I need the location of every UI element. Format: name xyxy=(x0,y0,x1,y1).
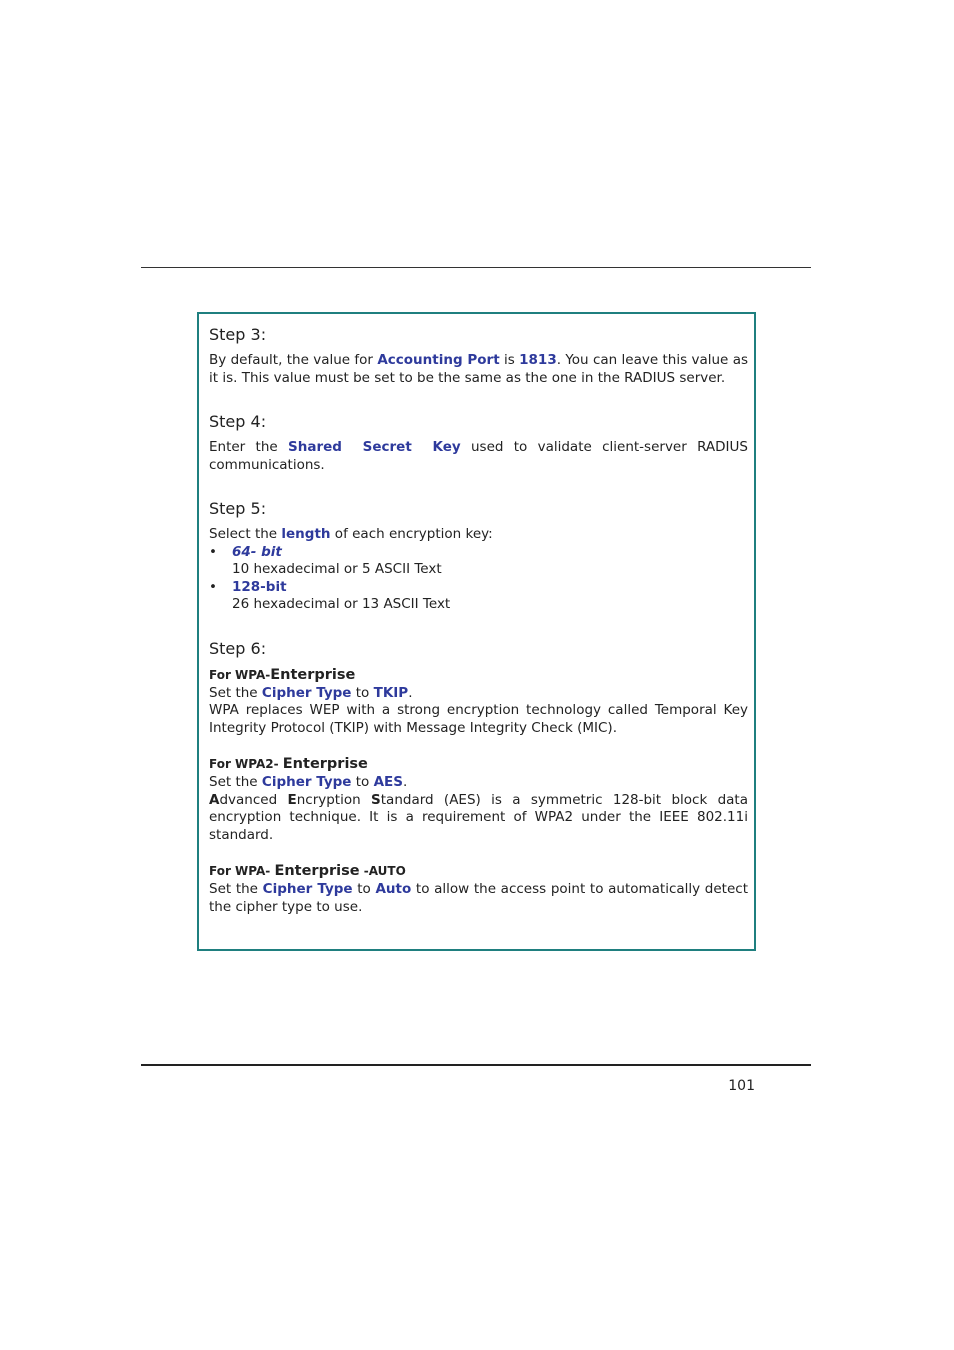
length-term: length xyxy=(281,526,331,542)
auto-term: Auto xyxy=(375,881,412,897)
list-item-desc xyxy=(209,561,748,579)
text: Set the xyxy=(209,774,262,790)
key-length-desc: 26 hexadecimal or 13 ASCII Text xyxy=(232,596,451,612)
text: . xyxy=(408,684,413,701)
text: to allow the access point to automatically detect the cipher type to use. xyxy=(209,881,749,915)
wpa-cipher-line xyxy=(209,685,748,703)
text: ncryption xyxy=(296,791,372,808)
key-length-list xyxy=(209,544,748,614)
cipher-type-term: Cipher Type xyxy=(261,684,352,701)
key-length-label: 64- bit xyxy=(232,543,282,560)
text: Enterprise xyxy=(282,756,368,772)
wpa2-enterprise-heading xyxy=(209,755,748,774)
text: Set the xyxy=(209,684,262,701)
text: Set the xyxy=(209,881,263,897)
text: dvanced xyxy=(219,791,288,808)
text: to xyxy=(352,881,376,897)
list-item-desc xyxy=(209,596,748,614)
wpa-auto-text xyxy=(209,881,748,916)
tkip-term: TKIP xyxy=(373,684,409,701)
instructions-box xyxy=(197,312,756,951)
text: Select the xyxy=(209,526,282,542)
header-rule xyxy=(141,267,811,268)
text: . xyxy=(403,774,408,790)
step-4-title: Step 4: xyxy=(209,412,267,431)
step-3-text xyxy=(209,352,748,387)
text: E xyxy=(287,791,297,808)
text: A xyxy=(209,791,220,808)
step-5-title: Step 5: xyxy=(209,499,267,518)
accounting-port-term: Accounting Port xyxy=(377,352,500,368)
list-item xyxy=(209,544,748,562)
wpa2-cipher-line xyxy=(209,774,748,792)
aes-term: AES xyxy=(373,774,404,790)
text: -AUTO xyxy=(359,864,406,878)
text: Enterprise xyxy=(270,666,356,683)
text: . You can leave this value as it is. This value must be set to be the same as the one in the RADIUS server. xyxy=(209,352,748,386)
step-6-title: Step 6: xyxy=(209,638,267,658)
bullet: • xyxy=(209,543,217,560)
text: to xyxy=(351,774,374,790)
text: of each encryption key: xyxy=(330,526,493,542)
page-number: 101 xyxy=(728,1078,755,1094)
key-length-label: 128-bit xyxy=(232,578,287,595)
step-5-text xyxy=(209,526,748,544)
wpa2-description xyxy=(209,792,748,845)
shared-secret-key-term: Shared Secret Key xyxy=(288,439,461,455)
step-4 xyxy=(209,411,748,474)
text: For WPA- xyxy=(209,667,271,682)
text: Enterprise xyxy=(274,863,360,879)
wpa-auto-heading xyxy=(209,862,748,881)
step-4-text xyxy=(209,439,748,474)
text: used to validate client-server RADIUS communications. xyxy=(209,439,748,473)
cipher-type-term: Cipher Type xyxy=(261,774,352,790)
text: S xyxy=(371,791,381,808)
text: By default, the value for xyxy=(209,352,378,368)
text: For WPA2- xyxy=(209,757,283,771)
text: tandard (AES) is a symmetric 128-bit block data encryption technique. It is a requirement of WPA2 under the IEEE 802.11i standard. xyxy=(209,791,749,843)
port-value: 1813 xyxy=(519,352,557,368)
key-length-desc: 10 hexadecimal or 5 ASCII Text xyxy=(232,561,442,577)
wpa2-enterprise-section xyxy=(209,755,748,844)
list-item xyxy=(209,579,748,597)
step-3-title: Step 3: xyxy=(209,325,267,344)
spacer xyxy=(209,737,748,755)
wpa-description: WPA replaces WEP with a strong encryption technology called Temporal Key Integrity Protocol (TKIP) with Message Integrity Check (MIC). xyxy=(209,702,748,736)
text: to xyxy=(351,684,374,701)
step-6 xyxy=(209,638,748,917)
wpa-auto-section xyxy=(209,862,748,916)
step-3 xyxy=(209,324,748,387)
bullet: • xyxy=(209,578,217,595)
text: is xyxy=(499,352,520,368)
cipher-type-term: Cipher Type xyxy=(262,881,353,897)
wpa-enterprise-section xyxy=(209,666,748,738)
wpa-enterprise-heading xyxy=(209,666,748,685)
step-5 xyxy=(209,498,748,614)
footer-rule xyxy=(141,1064,811,1066)
text: Enter the xyxy=(209,439,288,455)
instructions-content xyxy=(209,324,748,916)
text: For WPA- xyxy=(209,864,275,878)
spacer xyxy=(209,844,748,862)
